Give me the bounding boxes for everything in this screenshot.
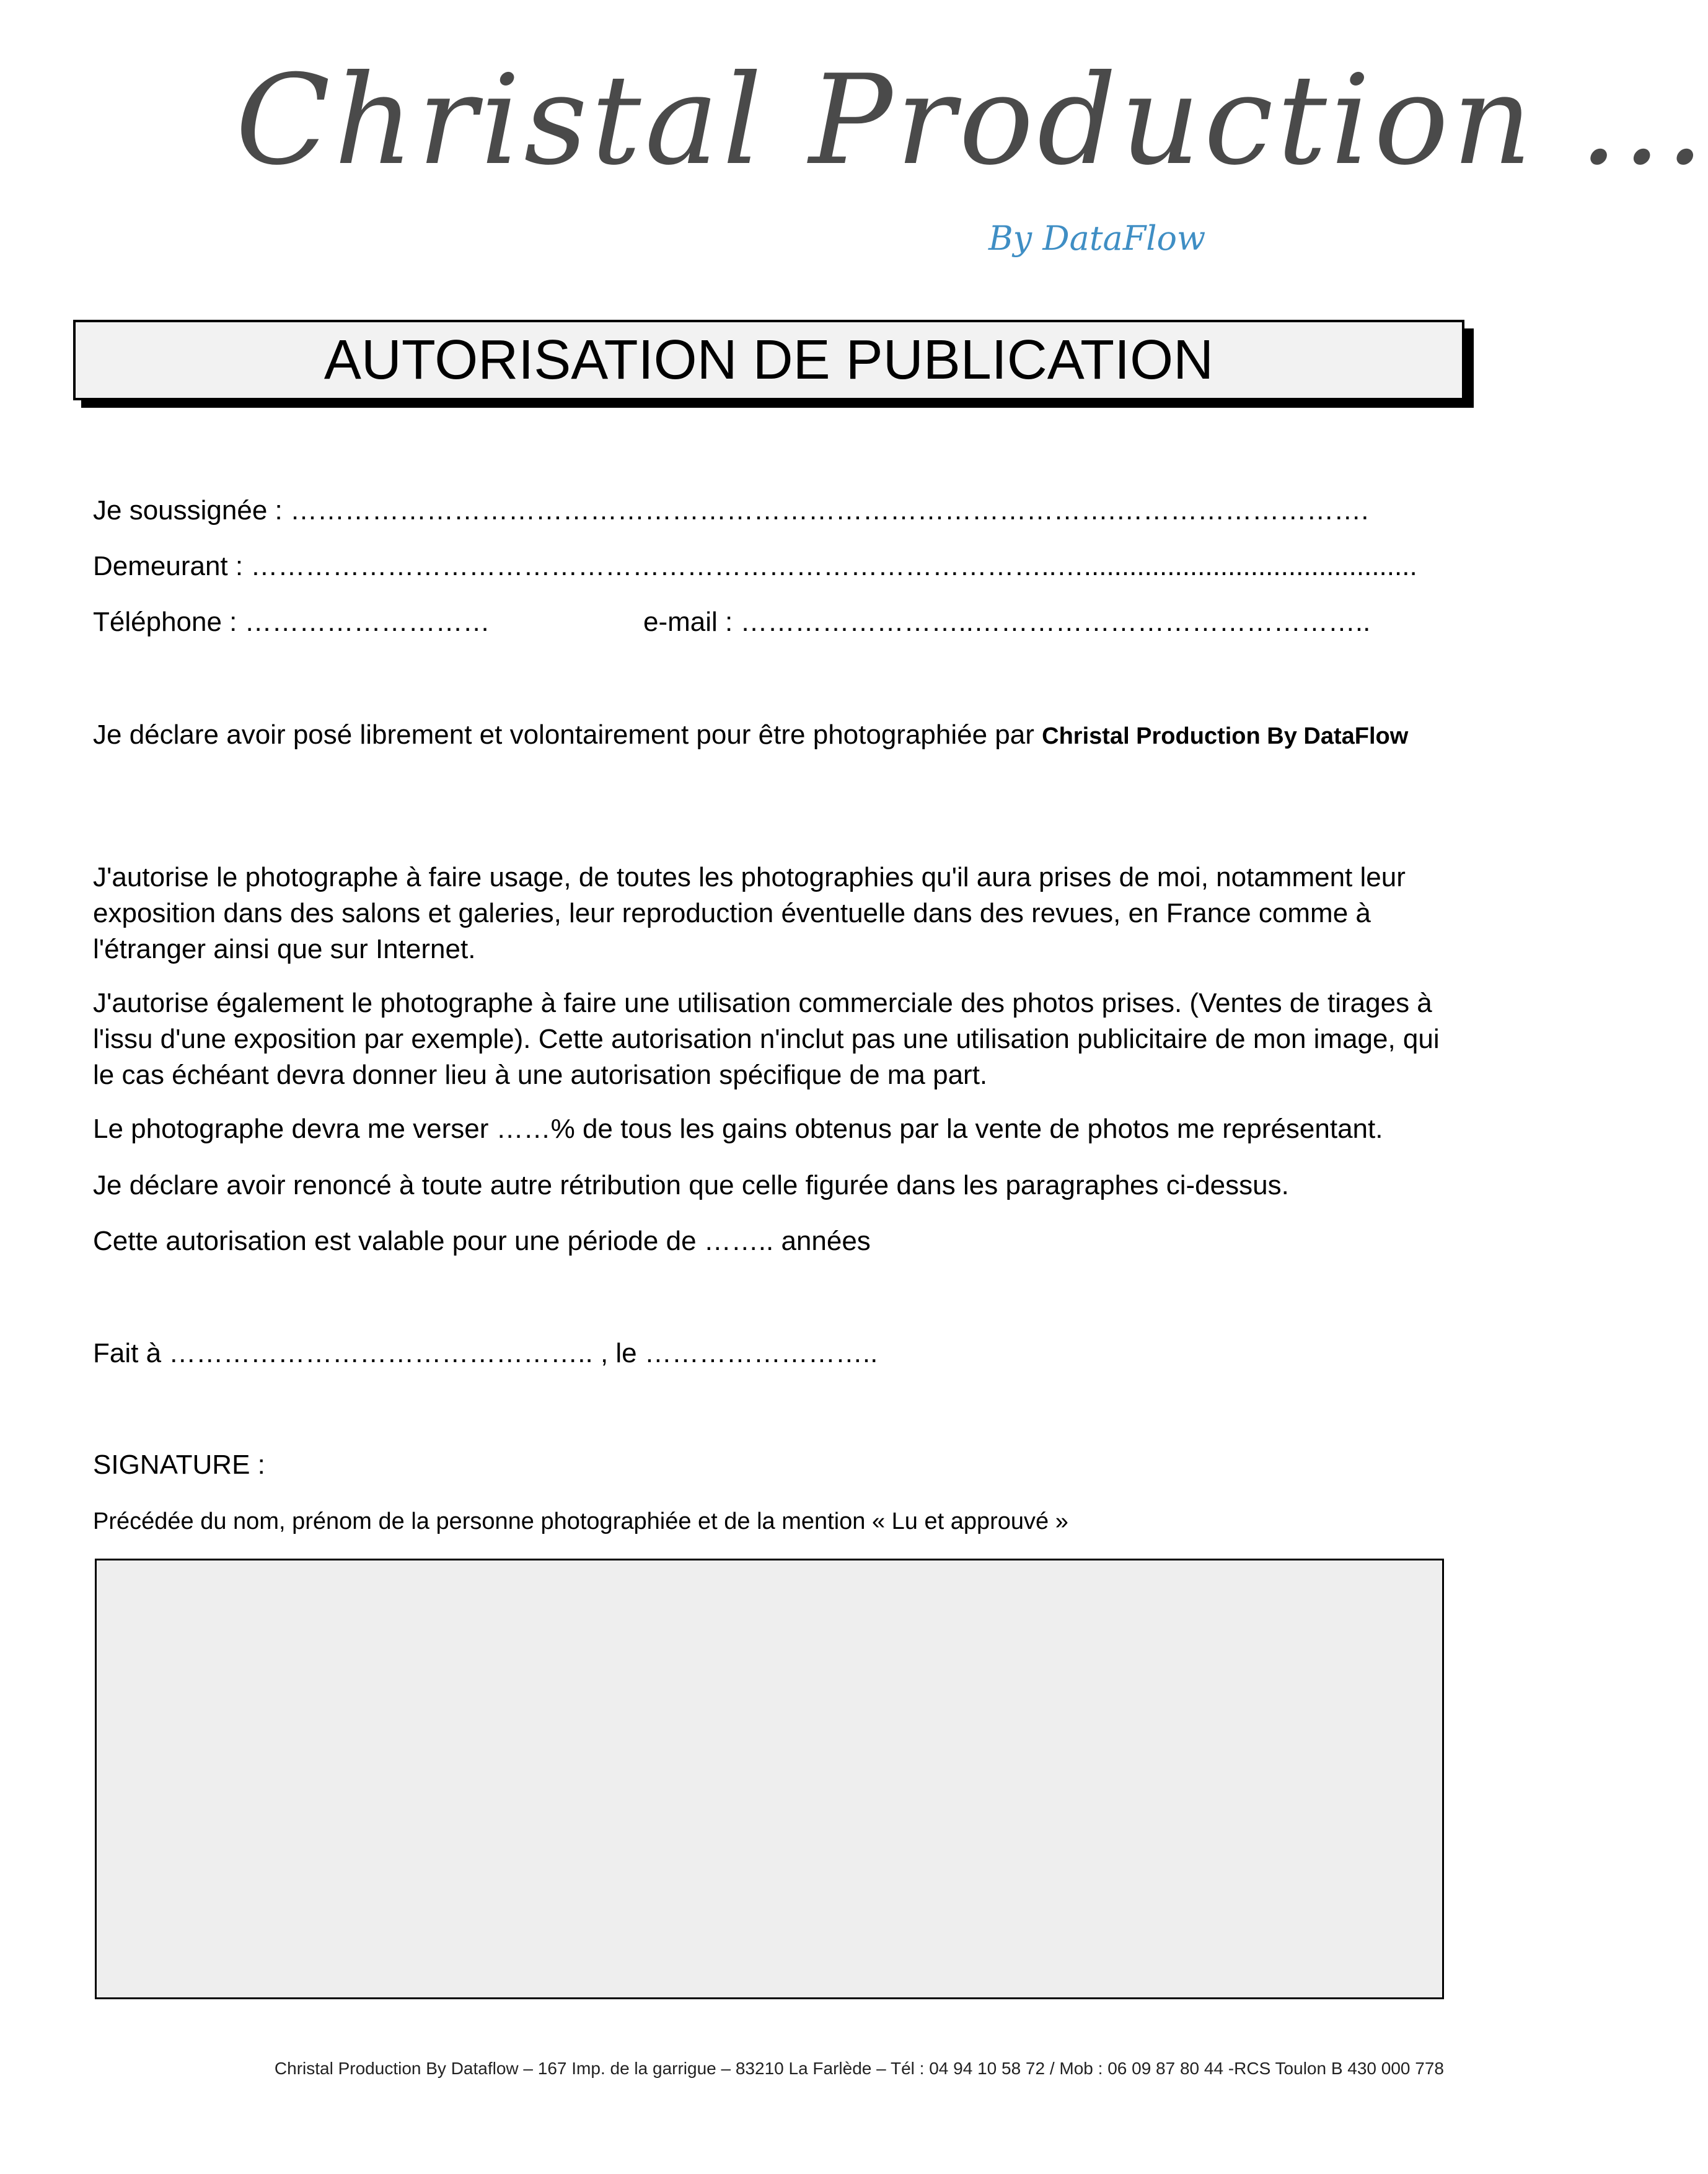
paragraph-periode: Cette autorisation est valable pour une période de …….. années xyxy=(93,1226,871,1256)
paragraph-percentage: Le photographe devra me verser ……% de tous les gains obtenus par la vente de photos me représentant. xyxy=(93,1114,1383,1144)
page-title xyxy=(73,320,1464,400)
soussignee-field: Je soussignée : ……………………………………………………………………………….………………………. xyxy=(93,495,1369,526)
logo-christal-production: Christal Production ... xyxy=(236,48,1708,193)
telephone-field: Téléphone : ……………………… xyxy=(93,607,490,637)
page-title-text: AUTORISATION DE PUBLICATION xyxy=(324,329,1214,391)
paragraph-usage: J'autorise le photographe à faire usage, de toutes les photographies qu'il aura prises de moi, notamment leur exposition dans des salons et galeries, leur reproduction éventuelle dans des revues, en France comme à l'étranger ainsi que sur Internet. xyxy=(93,862,1406,964)
declaration-paragraph xyxy=(93,717,1425,754)
declaration-company: Christal Production By DataFlow xyxy=(1042,723,1409,749)
email-field: e-mail : ……………………..…………………………………….. xyxy=(643,607,1371,637)
logo-by-dataflow: By DataFlow xyxy=(988,219,1206,258)
demeurant-field: Demeurant : ……………………………………………………………………………..…............................................ xyxy=(93,551,1417,581)
fait-a-field: Fait à ……………………………………….. , le …………………….. xyxy=(93,1338,878,1368)
footer-contact: Christal Production By Dataflow – 167 Imp. de la garrigue – 83210 La Farlède – Tél : 04 94 10 58 72 / Mob : 06 09 87 80 44 -RCS Toulon B 430 000 778 xyxy=(274,2059,1444,2078)
signature-note: Précédée du nom, prénom de la personne photographiée et de la mention « Lu et approuvé » xyxy=(93,1508,1068,1534)
signature-label: SIGNATURE : xyxy=(93,1450,265,1480)
paragraph-renonce: Je déclare avoir renoncé à toute autre rétribution que celle figurée dans les paragraphes ci-dessus. xyxy=(93,1170,1289,1200)
declaration-text: Je déclare avoir posé librement et volontairement pour être photographiée par xyxy=(93,720,1042,750)
paragraph-commercial: J'autorise également le photographe à faire une utilisation commerciale des photos prises. (Ventes de tirages à l'issu d'une exposition par exemple). Cette autorisation n'inclut pas une utilisation publicitaire de mon image, qui le cas échéant devra donner lieu à une autorisation spécifique de ma part. xyxy=(93,988,1440,1090)
signature-box[interactable] xyxy=(95,1559,1444,1999)
